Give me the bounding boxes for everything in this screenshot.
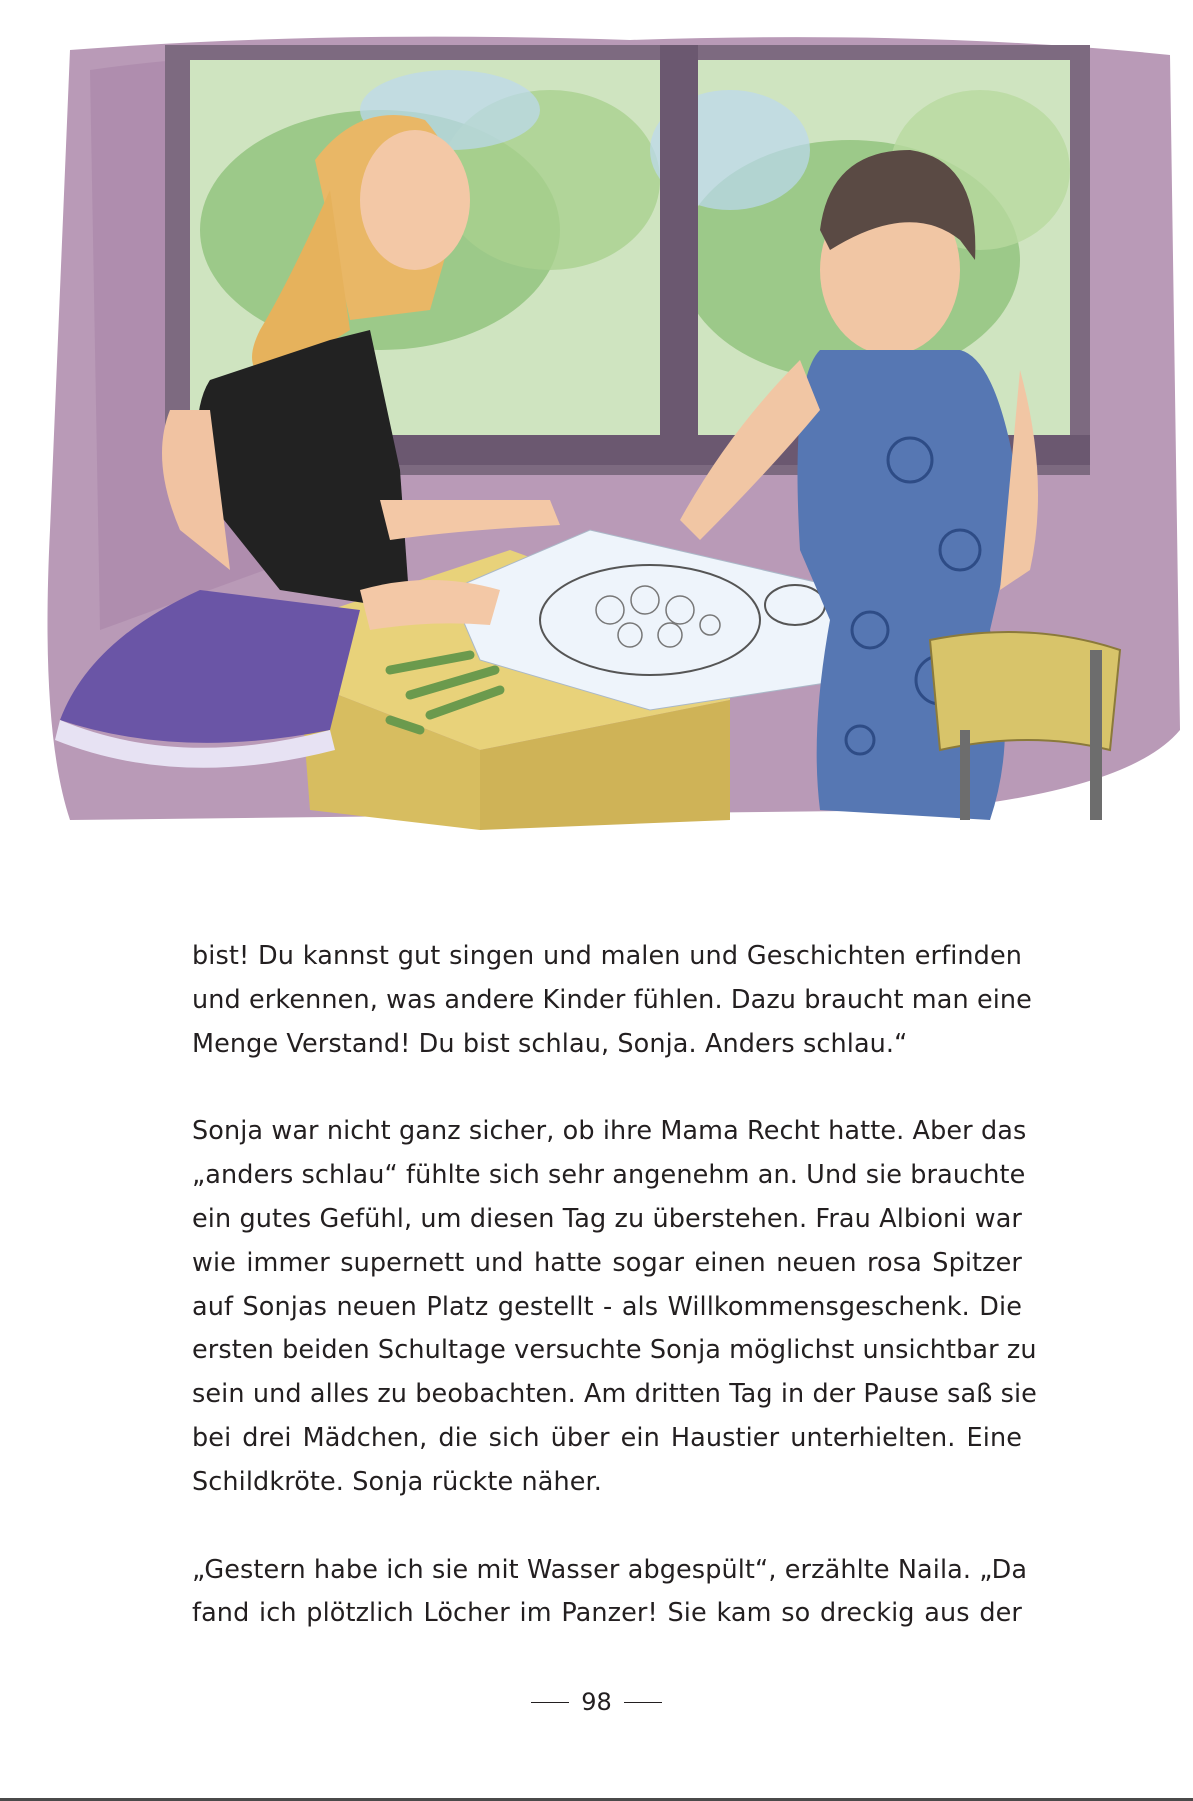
page-number-text: 98 xyxy=(581,1688,612,1716)
text-line: „Gestern habe ich sie mit Wasser abgespült“, erzählte Naila. „Da xyxy=(192,1554,1028,1585)
text-line: Sonja war nicht ganz sicher, ob ihre Mama Recht hatte. Aber das xyxy=(192,1116,1027,1147)
text-line: ersten beiden Schultage versuchte Sonja möglichst unsichtbar zu xyxy=(192,1335,1037,1366)
watercolor-illustration xyxy=(30,30,1190,845)
rule-right xyxy=(624,1702,662,1703)
text-line: sein und alles zu beobachten. Am dritten Tag in der Pause saß sie xyxy=(192,1379,1037,1410)
rule-left xyxy=(531,1702,569,1703)
text-line: Schildkröte. Sonja rückte näher. xyxy=(192,1466,602,1497)
text-line: ein gutes Gefühl, um diesen Tag zu überstehen. Frau Albioni war xyxy=(192,1203,1022,1234)
story-text xyxy=(192,935,1037,1680)
paragraph xyxy=(192,1110,1037,1504)
text-line: Menge Verstand! Du bist schlau, Sonja. Anders schlau.“ xyxy=(192,1028,908,1059)
text-line: bist! Du kannst gut singen und malen und Geschichten erfinden xyxy=(192,941,1022,971)
page-number xyxy=(0,1688,1193,1716)
text-line: wie immer supernett und hatte sogar einen neuen rosa Spitzer xyxy=(192,1247,1022,1278)
text-line: fand ich plötzlich Löcher im Panzer! Sie kam so dreckig aus der xyxy=(192,1598,1022,1629)
text-line: und erkennen, was andere Kinder fühlen. Dazu braucht man eine xyxy=(192,984,1032,1015)
text-line: „anders schlau“ fühlte sich sehr angenehm an. Und sie brauchte xyxy=(192,1160,1026,1191)
paragraph xyxy=(192,1549,1028,1637)
text-line: bei drei Mädchen, die sich über ein Haustier unterhielten. Eine xyxy=(192,1422,1022,1453)
text-line: auf Sonjas neuen Platz gestellt - als Willkommensgeschenk. Die xyxy=(192,1291,1022,1322)
paragraph xyxy=(192,935,1032,1066)
